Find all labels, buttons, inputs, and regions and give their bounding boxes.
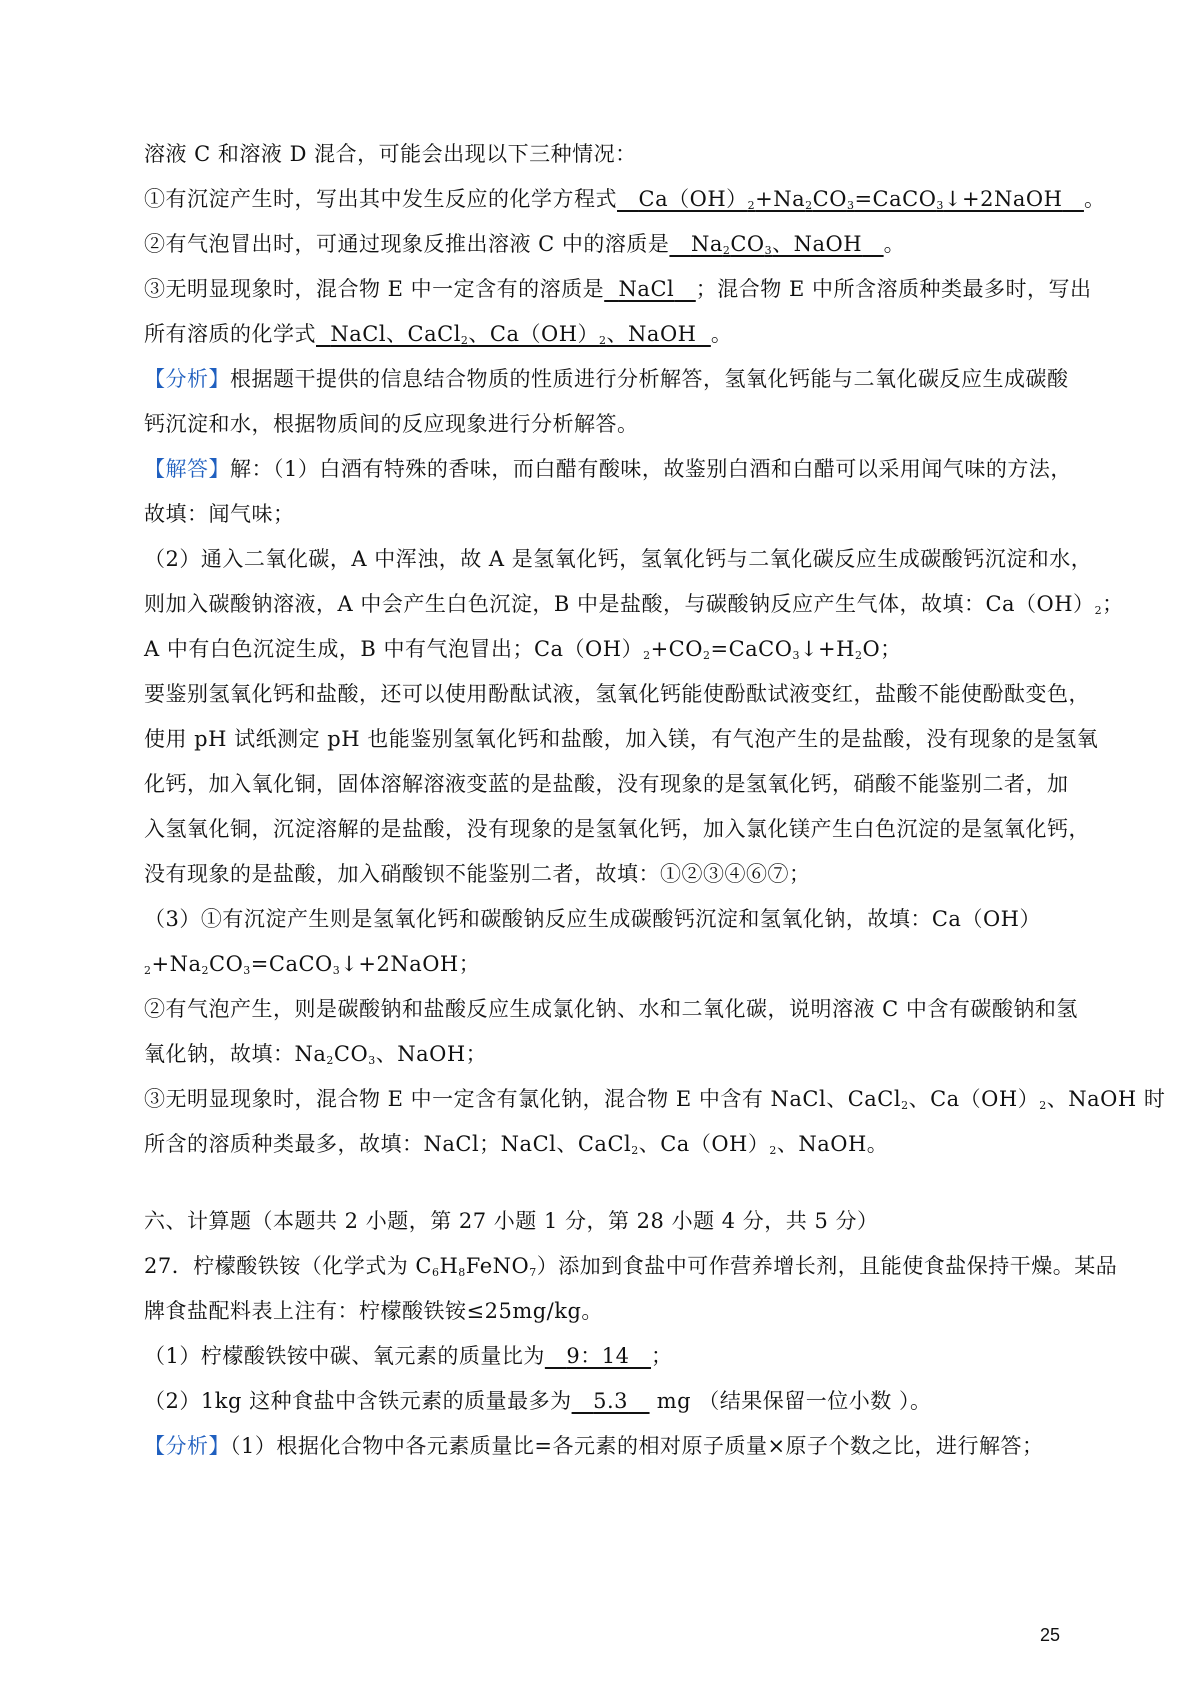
- text-line: ①有沉淀产生时，写出其中发生反应的化学方程式 $Ca(OH)_2+Na_2CO_3=CaCO_3↓+2NaOH$ 。: [144, 187, 1106, 212]
- page-number: 25: [1039, 1625, 1060, 1645]
- text-line: 故填：闻气味；: [144, 502, 295, 526]
- text-line: 溶液 C 和溶液 D 混合，可能会出现以下三种情况：: [144, 142, 637, 166]
- text-line: A 中有白色沉淀生成，B 中有气泡冒出；$Ca(OH)_2+CO_2=CaCO_3↓+H_2O$；: [144, 637, 902, 662]
- text-line: 则加入碳酸钠溶液，A 中会产生白色沉淀，B 中是盐酸，与碳酸钠反应产生气体，故填：$Ca(OH)_2$；: [144, 592, 1124, 617]
- section-heading: 六、计算题（本题共 2 小题，第 27 小题 1 分，第 28 小题 4 分，共 5 分）: [144, 1209, 879, 1233]
- text-line: （3）①有沉淀产生则是氢氧化钙和碳酸钠反应生成碳酸钙沉淀和氢氧化钠，故填：Ca（OH）: [144, 907, 1041, 931]
- text-line: 化钙，加入氧化铜，固体溶解溶液变蓝的是盐酸，没有现象的是氢氧化钙，硝酸不能鉴别二者，加: [144, 772, 1069, 796]
- text-line: 所有溶质的化学式 NaCl、CaCl$_2$、$Ca(OH)_2$、NaOH 。: [144, 322, 733, 347]
- question-27: 27．柠檬酸铁铵（化学式为 $C_6H_8FeNO_7$）添加到食盐中可作营养增长剂，且能使食盐保持干燥。某品: [144, 1254, 1118, 1279]
- text-line: ②有气泡冒出时，可通过现象反推出溶液 C 中的溶质是 $Na_2CO_3$、NaOH 。: [144, 232, 906, 257]
- answer-blank: NaCl、CaCl$_2$、$Ca(OH)_2$、NaOH: [330, 322, 697, 347]
- text-line: 要鉴别氢氧化钙和盐酸，还可以使用酚酞试液，氢氧化钙能使酚酞试液变红，盐酸不能使酚酞变色，: [144, 682, 1090, 706]
- analysis-paragraph: 【分析】根据题干提供的信息结合物质的性质进行分析解答，氢氧化钙能与二氧化碳反应生成碳酸: [144, 367, 1069, 391]
- solution-paragraph: 【解答】解：（1）白酒有特殊的香味，而白醋有酸味，故鉴别白酒和白醋可以采用闻气味的方法，: [144, 457, 1072, 481]
- analysis-tag: 【分析】: [144, 1434, 230, 1458]
- text-line: 牌食盐配料表上注有：柠檬酸铁铵≤25mg/kg。: [144, 1299, 603, 1323]
- text-line: （1）柠檬酸铁铵中碳、氧元素的质量比为 9：14 ；: [144, 1344, 673, 1368]
- text-line: ③无明显现象时，混合物 E 中一定含有氯化钠，混合物 E 中含有 NaCl、CaCl$_2$、$Ca(OH)_2$、NaOH 时: [144, 1087, 1166, 1112]
- text-line: 使用 pH 试纸测定 pH 也能鉴别氢氧化钙和盐酸，加入镁，有气泡产生的是盐酸，没有现象的是氢氧: [144, 727, 1099, 751]
- solution-tag: 【解答】: [144, 457, 230, 481]
- text-line: 没有现象的是盐酸，加入硝酸钡不能鉴别二者，故填：①②③④⑥⑦；: [144, 862, 811, 886]
- analysis-paragraph: 【分析】（1）根据化合物中各元素质量比=各元素的相对原子质量×原子个数之比，进行解答；: [144, 1434, 1044, 1458]
- text-line: 所含的溶质种类最多，故填：NaCl；NaCl、CaCl$_2$、$Ca(OH)_2$、NaOH。: [144, 1132, 889, 1157]
- text-line: 钙沉淀和水，根据物质间的反应现象进行分析解答。: [144, 412, 639, 436]
- text-line: $_2+Na_2CO_3=CaCO_3↓+2NaOH$；: [144, 952, 481, 977]
- text-line: 氧化钠，故填：$Na_2CO_3$、NaOH；: [144, 1042, 488, 1067]
- answer-blank: $Na_2CO_3$、NaOH: [690, 232, 863, 257]
- answer-blank: NaCl: [618, 277, 675, 301]
- text-line: （2）1kg 这种食盐中含铁元素的质量最多为 5.3 mg （结果保留一位小数 ）。: [144, 1389, 932, 1413]
- text-line: ③无明显现象时，混合物 E 中一定含有的溶质是 NaCl ；混合物 E 中所含溶质种类最多时，写出: [144, 277, 1092, 301]
- answer-blank: 9：14: [566, 1344, 630, 1368]
- text-line: （2）通入二氧化碳，A 中浑浊，故 A 是氢氧化钙，氢氧化钙与二氧化碳反应生成碳酸钙沉淀和水，: [144, 547, 1093, 571]
- text-line: 入氢氧化铜，沉淀溶解的是盐酸，没有现象的是氢氧化钙，加入氯化镁产生白色沉淀的是氢氧化钙，: [144, 817, 1090, 841]
- answer-blank: $Ca(OH)_2+Na_2CO_3=CaCO_3↓+2NaOH$: [638, 187, 1063, 212]
- analysis-tag: 【分析】: [144, 367, 230, 391]
- answer-blank: 5.3: [593, 1389, 629, 1413]
- text-line: ②有气泡产生，则是碳酸钠和盐酸反应生成氯化钠、水和二氧化碳，说明溶液 C 中含有碳酸钠和氢: [144, 997, 1078, 1021]
